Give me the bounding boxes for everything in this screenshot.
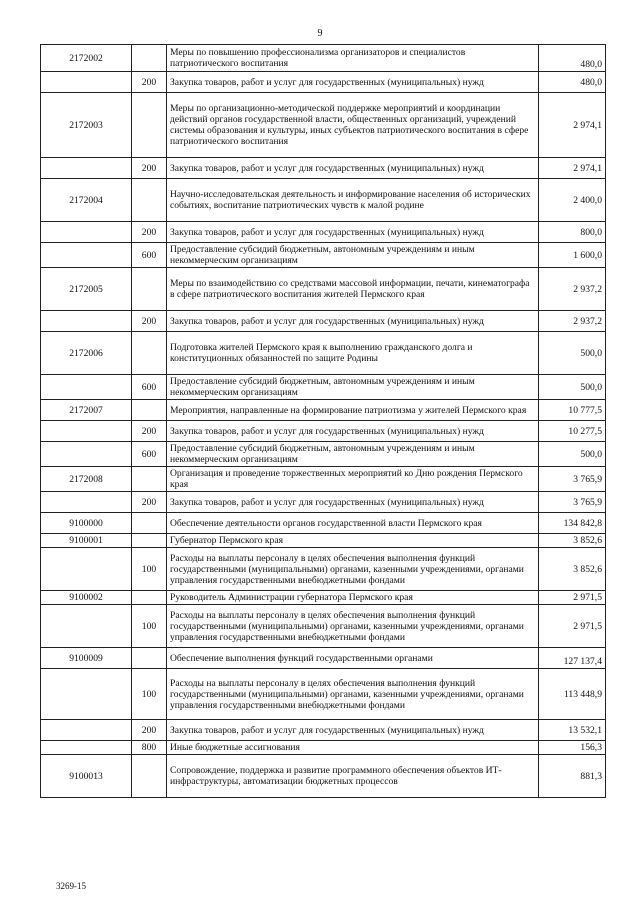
code-cell: 2172008 bbox=[41, 467, 132, 492]
name-cell: Закупка товаров, работ и услуг для государственных (муниципальных) нужд bbox=[167, 492, 539, 513]
code-cell: 2172003 bbox=[41, 93, 132, 158]
name-cell: Иные бюджетные ассигнования bbox=[167, 741, 539, 755]
table-row bbox=[41, 311, 606, 332]
table-row bbox=[41, 442, 606, 467]
amount-cell: 480,0 bbox=[539, 45, 606, 72]
expense-type-cell bbox=[132, 400, 167, 421]
name-cell: Предоставление субсидий бюджетным, автономным учреждениям и иным некоммерческим организациям bbox=[167, 375, 539, 400]
expense-type-cell bbox=[132, 513, 167, 534]
expense-type-cell bbox=[132, 332, 167, 375]
table-row bbox=[41, 268, 606, 311]
name-cell: Обеспечение выполнения функций государственными органами bbox=[167, 648, 539, 669]
table-row bbox=[41, 222, 606, 243]
table-row bbox=[41, 591, 606, 605]
expense-type-cell: 800 bbox=[132, 741, 167, 755]
expense-type-cell bbox=[132, 591, 167, 605]
name-cell: Подготовка жителей Пермского края к выполнению гражданского долга и конституционных обязанностей по защите Родины bbox=[167, 332, 539, 375]
expense-type-cell bbox=[132, 534, 167, 548]
expense-type-cell bbox=[132, 45, 167, 72]
name-cell: Научно-исследовательская деятельность и информирование населения об исторических событиях, воспитание патриотических чувств к малой родине bbox=[167, 179, 539, 222]
code-cell bbox=[41, 669, 132, 720]
expense-type-cell: 600 bbox=[132, 243, 167, 268]
amount-cell: 1 600,0 bbox=[539, 243, 606, 268]
expense-type-cell bbox=[132, 755, 167, 798]
amount-cell: 113 448,9 bbox=[539, 669, 606, 720]
amount-cell: 10 777,5 bbox=[539, 400, 606, 421]
amount-cell: 881,3 bbox=[539, 755, 606, 798]
amount-cell: 500,0 bbox=[539, 375, 606, 400]
code-cell bbox=[41, 442, 132, 467]
table-row bbox=[41, 548, 606, 591]
amount-cell: 3 852,6 bbox=[539, 548, 606, 591]
table-row bbox=[41, 720, 606, 741]
amount-cell: 3 765,9 bbox=[539, 492, 606, 513]
code-cell bbox=[41, 158, 132, 179]
code-cell bbox=[41, 548, 132, 591]
amount-cell: 2 971,5 bbox=[539, 591, 606, 605]
expense-type-cell: 200 bbox=[132, 72, 167, 93]
table-row bbox=[41, 179, 606, 222]
name-cell: Организация и проведение торжественных мероприятий ко Дню рождения Пермского края bbox=[167, 467, 539, 492]
table-row bbox=[41, 741, 606, 755]
name-cell: Губернатор Пермского края bbox=[167, 534, 539, 548]
name-cell: Закупка товаров, работ и услуг для государственных (муниципальных) нужд bbox=[167, 158, 539, 179]
amount-cell: 3 765,9 bbox=[539, 467, 606, 492]
name-cell: Предоставление субсидий бюджетным, автономным учреждениям и иным некоммерческим организациям bbox=[167, 442, 539, 467]
amount-cell: 500,0 bbox=[539, 332, 606, 375]
code-cell: 2172006 bbox=[41, 332, 132, 375]
table-row bbox=[41, 534, 606, 548]
name-cell: Закупка товаров, работ и услуг для государственных (муниципальных) нужд bbox=[167, 72, 539, 93]
name-cell: Обеспечение деятельности органов государственной власти Пермского края bbox=[167, 513, 539, 534]
name-cell: Меры по организационно-методической поддержке мероприятий и координации действий органов государственной власти, общественных организаций, учреждений системы образования и культуры, иных субъектов патриотического воспитания в сфере патриотического воспитания bbox=[167, 93, 539, 158]
amount-cell: 13 532,1 bbox=[539, 720, 606, 741]
code-cell bbox=[41, 375, 132, 400]
amount-cell: 3 852,6 bbox=[539, 534, 606, 548]
amount-cell: 10 277,5 bbox=[539, 421, 606, 442]
expense-type-cell: 100 bbox=[132, 605, 167, 648]
table-row bbox=[41, 45, 606, 72]
amount-cell: 127 137,4 bbox=[539, 648, 606, 669]
table-row bbox=[41, 648, 606, 669]
amount-cell: 2 971,5 bbox=[539, 605, 606, 648]
code-cell bbox=[41, 741, 132, 755]
table-row bbox=[41, 332, 606, 375]
code-cell: 2172007 bbox=[41, 400, 132, 421]
code-cell bbox=[41, 222, 132, 243]
code-cell bbox=[41, 243, 132, 268]
expense-type-cell: 600 bbox=[132, 442, 167, 467]
amount-cell: 2 937,2 bbox=[539, 311, 606, 332]
amount-cell: 2 937,2 bbox=[539, 268, 606, 311]
table-row bbox=[41, 605, 606, 648]
amount-cell: 2 400,0 bbox=[539, 179, 606, 222]
code-cell bbox=[41, 605, 132, 648]
budget-table bbox=[40, 44, 606, 798]
name-cell: Расходы на выплаты персоналу в целях обеспечения выполнения функций государственными (муниципальными) органами, казенными учреждениями, органами управления государственными внебюджетными фондами bbox=[167, 605, 539, 648]
expense-type-cell: 100 bbox=[132, 548, 167, 591]
name-cell: Мероприятия, направленные на формирование патриотизма у жителей Пермского края bbox=[167, 400, 539, 421]
table-row bbox=[41, 93, 606, 158]
expense-type-cell bbox=[132, 179, 167, 222]
amount-cell: 2 974,1 bbox=[539, 93, 606, 158]
expense-type-cell: 200 bbox=[132, 492, 167, 513]
budget-table-body bbox=[41, 45, 606, 798]
name-cell: Расходы на выплаты персоналу в целях обеспечения выполнения функций государственными (муниципальными) органами, казенными учреждениями, органами управления государственными внебюджетными фондами bbox=[167, 548, 539, 591]
code-cell bbox=[41, 311, 132, 332]
expense-type-cell: 100 bbox=[132, 669, 167, 720]
name-cell: Закупка товаров, работ и услуг для государственных (муниципальных) нужд bbox=[167, 222, 539, 243]
expense-type-cell bbox=[132, 268, 167, 311]
expense-type-cell: 600 bbox=[132, 375, 167, 400]
amount-cell: 500,0 bbox=[539, 442, 606, 467]
amount-cell: 156,3 bbox=[539, 741, 606, 755]
table-row bbox=[41, 467, 606, 492]
expense-type-cell: 200 bbox=[132, 421, 167, 442]
table-row bbox=[41, 421, 606, 442]
expense-type-cell bbox=[132, 93, 167, 158]
name-cell: Закупка товаров, работ и услуг для государственных (муниципальных) нужд bbox=[167, 421, 539, 442]
name-cell: Расходы на выплаты персоналу в целях обеспечения выполнения функций государственными (муниципальными) органами, казенными учреждениями, органами управления государственными внебюджетными фондами bbox=[167, 669, 539, 720]
amount-cell: 800,0 bbox=[539, 222, 606, 243]
name-cell: Предоставление субсидий бюджетным, автономным учреждениям и иным некоммерческим организациям bbox=[167, 243, 539, 268]
amount-cell: 480,0 bbox=[539, 72, 606, 93]
amount-cell: 2 974,1 bbox=[539, 158, 606, 179]
code-cell: 2172004 bbox=[41, 179, 132, 222]
expense-type-cell: 200 bbox=[132, 720, 167, 741]
table-row bbox=[41, 492, 606, 513]
name-cell: Меры по взаимодействию со средствами массовой информации, печати, кинематографа в сфере патриотического воспитания жителей Пермского края bbox=[167, 268, 539, 311]
expense-type-cell: 200 bbox=[132, 311, 167, 332]
code-cell: 9100013 bbox=[41, 755, 132, 798]
code-cell bbox=[41, 72, 132, 93]
name-cell: Закупка товаров, работ и услуг для государственных (муниципальных) нужд bbox=[167, 311, 539, 332]
table-row bbox=[41, 72, 606, 93]
table-row bbox=[41, 375, 606, 400]
table-row bbox=[41, 513, 606, 534]
document-id: 3269-15 bbox=[56, 881, 86, 891]
amount-cell: 134 842,8 bbox=[539, 513, 606, 534]
name-cell: Сопровождение, поддержка и развитие программного обеспечения объектов ИТ-инфраструктуры, автоматизации бюджетных процессов bbox=[167, 755, 539, 798]
code-cell: 9100000 bbox=[41, 513, 132, 534]
name-cell: Закупка товаров, работ и услуг для государственных (муниципальных) нужд bbox=[167, 720, 539, 741]
code-cell: 2172005 bbox=[41, 268, 132, 311]
table-row bbox=[41, 669, 606, 720]
table-row bbox=[41, 755, 606, 798]
name-cell: Меры по повышению профессионализма организаторов и специалистов патриотического воспитания bbox=[167, 45, 539, 72]
code-cell: 9100009 bbox=[41, 648, 132, 669]
code-cell bbox=[41, 492, 132, 513]
code-cell: 9100002 bbox=[41, 591, 132, 605]
expense-type-cell: 200 bbox=[132, 222, 167, 243]
code-cell bbox=[41, 720, 132, 741]
table-row bbox=[41, 158, 606, 179]
table-row bbox=[41, 243, 606, 268]
name-cell: Руководитель Администрации губернатора Пермского края bbox=[167, 591, 539, 605]
expense-type-cell: 200 bbox=[132, 158, 167, 179]
code-cell: 9100001 bbox=[41, 534, 132, 548]
code-cell bbox=[41, 421, 132, 442]
expense-type-cell bbox=[132, 467, 167, 492]
code-cell: 2172002 bbox=[41, 45, 132, 72]
table-row bbox=[41, 400, 606, 421]
page-number: 9 bbox=[317, 28, 323, 39]
expense-type-cell bbox=[132, 648, 167, 669]
